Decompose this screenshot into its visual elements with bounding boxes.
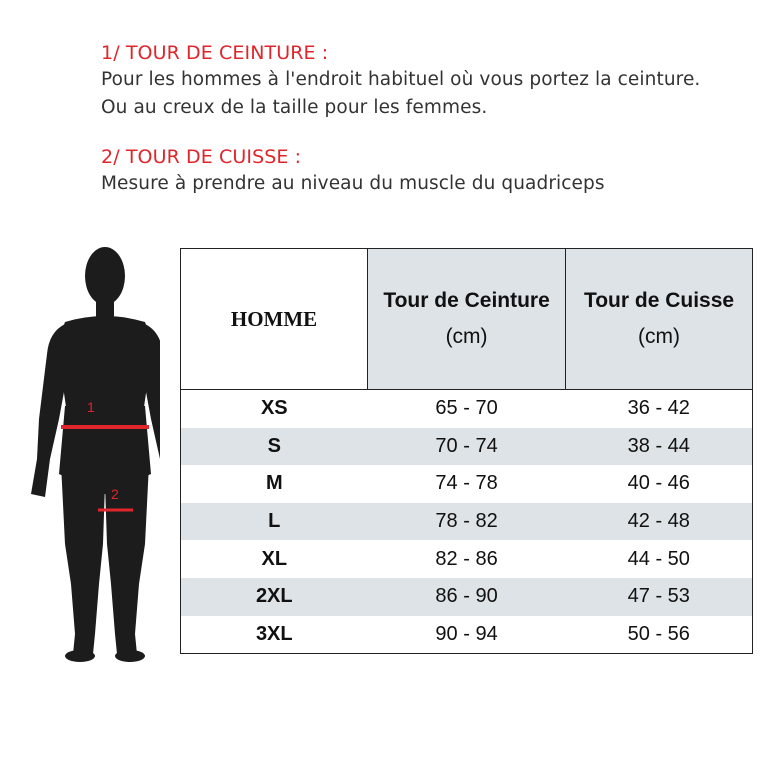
size-cell: S <box>181 428 368 466</box>
table-header-row <box>181 249 753 390</box>
waist-cell: 90 - 94 <box>368 616 566 654</box>
thigh-cell: 44 - 50 <box>566 540 753 578</box>
body-silhouette-figure <box>25 244 160 664</box>
size-chart-table <box>180 248 753 654</box>
waist-instruction-line2: Ou au creux de la taille pour les femmes. <box>101 97 488 118</box>
thigh-cell: 50 - 56 <box>566 616 753 654</box>
size-cell: 3XL <box>181 616 368 654</box>
waist-cell: 86 - 90 <box>368 578 566 616</box>
size-cell: M <box>181 465 368 503</box>
waist-cell: 78 - 82 <box>368 503 566 541</box>
header-homme: HOMME <box>181 249 368 390</box>
table-row <box>181 465 753 503</box>
waist-cell: 70 - 74 <box>368 428 566 466</box>
waist-cell: 65 - 70 <box>435 397 498 420</box>
male-silhouette-icon <box>25 244 160 664</box>
thigh-cell: 36 - 42 <box>566 390 753 428</box>
table-row <box>181 616 753 654</box>
header-waist-unit: (cm) <box>445 325 488 348</box>
header-thigh <box>566 249 753 390</box>
waist-cell: 82 - 86 <box>435 547 498 570</box>
size-cell: XS <box>181 390 368 428</box>
table-row <box>181 540 753 578</box>
thigh-marker-label: 2 <box>111 486 119 502</box>
thigh-cell: 38 - 44 <box>566 428 753 466</box>
header-waist-title: Tour de Ceinture <box>383 289 550 312</box>
measurement-instructions <box>101 40 761 198</box>
waist-cell: 74 - 78 <box>435 472 498 495</box>
thigh-cell: 42 - 48 <box>566 503 753 541</box>
thigh-cell: 47 - 53 <box>566 578 753 616</box>
size-cell: L <box>181 503 368 541</box>
header-thigh-unit: (cm) <box>638 325 681 348</box>
thigh-section-title: 2/ TOUR DE CUISSE : <box>101 146 302 168</box>
thigh-instruction-line1: Mesure à prendre au niveau du muscle du quadriceps <box>101 173 605 194</box>
table-row <box>181 578 753 616</box>
header-waist <box>368 249 566 390</box>
waist-section-title: 1/ TOUR DE CEINTURE : <box>101 42 329 64</box>
size-cell: 2XL <box>181 578 368 616</box>
thigh-cell: 40 - 46 <box>566 465 753 503</box>
header-thigh-title: Tour de Cuisse <box>583 289 735 312</box>
waist-marker-label: 1 <box>87 399 95 415</box>
waist-instruction-line1: Pour les hommes à l'endroit habituel où vous portez la ceinture. <box>101 69 701 90</box>
size-cell: XL <box>181 540 368 578</box>
table-row <box>181 390 753 428</box>
table-row <box>181 428 753 466</box>
table-row <box>181 503 753 541</box>
